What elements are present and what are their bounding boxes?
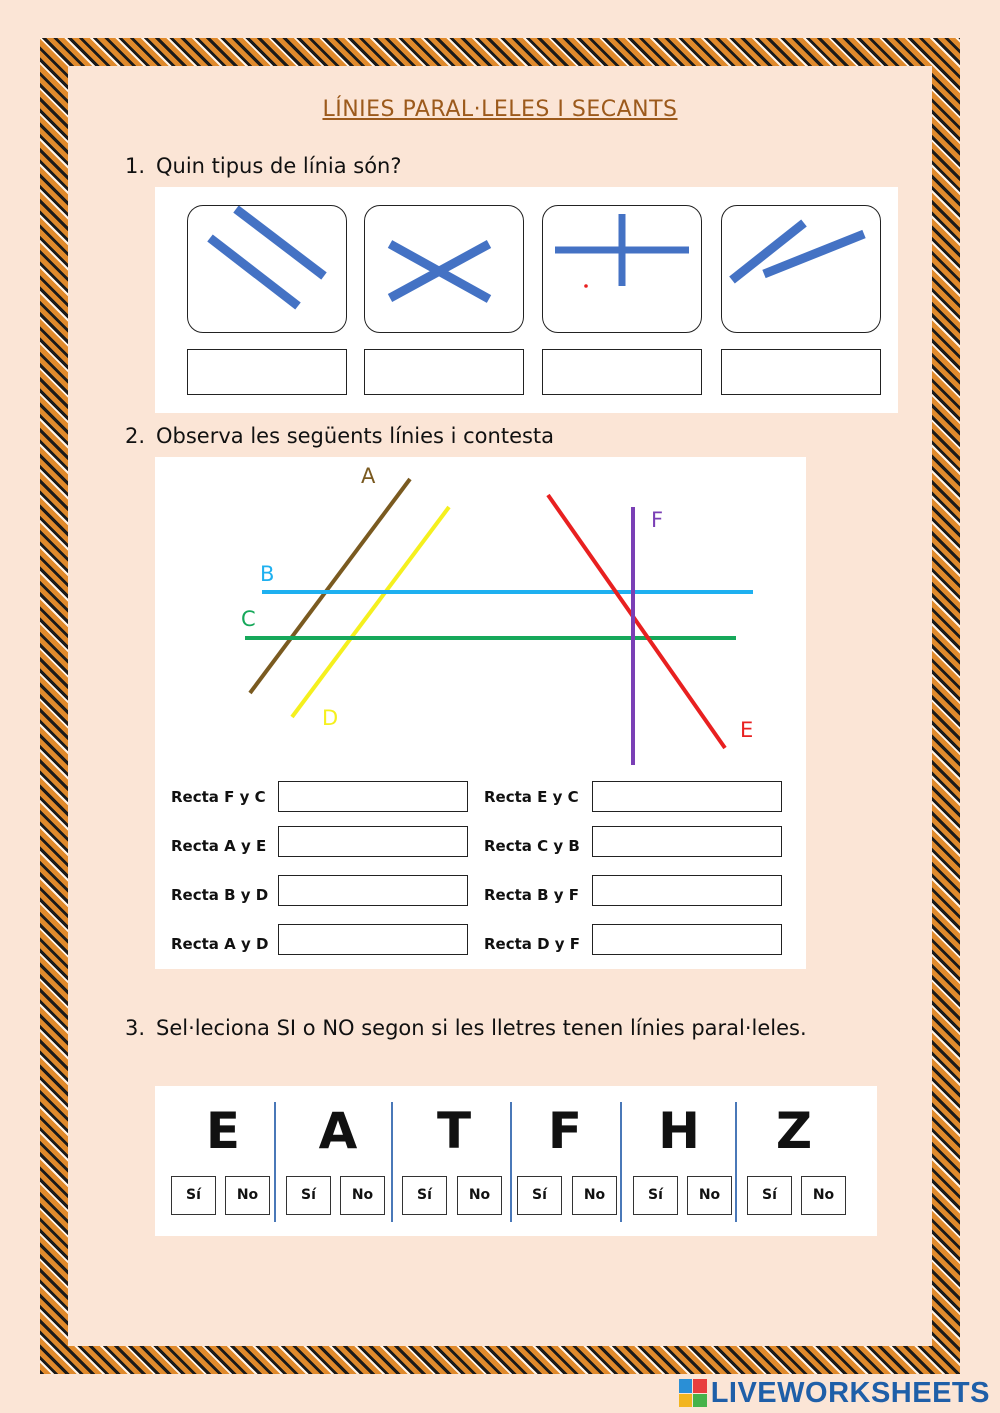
q3-panel [155,1086,877,1236]
recta-answer-box[interactable] [278,924,468,955]
figure-parallel [187,205,347,333]
letter-e: E [205,1102,241,1160]
liveworksheets-logo[interactable] [679,1375,990,1411]
recta-label: Recta C y B [484,837,580,855]
no-button[interactable]: No [801,1176,846,1215]
letter-f: F [547,1102,583,1160]
recta-answer-box[interactable] [278,781,468,812]
label-b: B [260,562,275,586]
recta-label: Recta A y D [171,935,269,953]
question-number: 3. [125,1016,146,1040]
label-d: D [322,706,339,730]
question-text: Observa les següents línies i contesta [156,424,555,448]
recta-answer-box[interactable] [592,781,782,812]
no-button[interactable]: No [457,1176,502,1215]
label-a: A [361,464,376,488]
letter-h: H [658,1102,700,1160]
question-text: Sel·leciona SI o NO segon si les lletres tenen línies paral·leles. [156,1016,807,1040]
lines-figure [155,457,806,777]
divider [735,1102,737,1222]
recta-answer-box[interactable] [592,826,782,857]
recta-label: Recta B y D [171,886,269,904]
question-text: Quin tipus de línia són? [156,154,402,178]
figure-secant-close [721,205,881,333]
answer-box-4[interactable] [721,349,881,395]
yes-button[interactable]: Sí [402,1176,447,1215]
figure-secant [364,205,524,333]
recta-answer-box[interactable] [592,924,782,955]
yes-button[interactable]: Sí [171,1176,216,1215]
recta-label: Recta E y C [484,788,579,806]
label-e: E [740,718,754,742]
recta-label: Recta B y F [484,886,580,904]
page-title: LÍNIES PARAL·LELES I SECANTS [322,97,678,122]
no-button[interactable]: No [572,1176,617,1215]
recta-answer-box[interactable] [278,826,468,857]
recta-answer-box[interactable] [278,875,468,906]
figure-perpendicular [542,205,702,333]
yes-button[interactable]: Sí [517,1176,562,1215]
letter-a: A [318,1102,358,1160]
q1-panel [155,187,898,413]
line-d [292,507,449,717]
recta-label: Recta D y F [484,935,581,953]
question-2 [125,424,554,448]
recta-label: Recta F y C [171,788,266,806]
line-e [548,495,725,748]
answer-box-3[interactable] [542,349,702,395]
letter-z: Z [775,1102,813,1160]
logo-text: LIVEWORKSHEETS [710,1376,990,1409]
yes-button[interactable]: Sí [286,1176,331,1215]
logo-icon [679,1379,707,1407]
label-c: C [241,607,256,631]
label-f: F [651,508,664,532]
divider [391,1102,393,1222]
question-number: 2. [125,424,146,448]
yes-button[interactable]: Sí [747,1176,792,1215]
q2-panel [155,457,806,969]
question-3 [125,1016,807,1040]
recta-label: Recta A y E [171,837,267,855]
letter-t: T [436,1102,472,1160]
no-button[interactable]: No [687,1176,732,1215]
question-1 [125,154,402,178]
line-a [250,479,410,693]
no-button[interactable]: No [225,1176,270,1215]
recta-answer-box[interactable] [592,875,782,906]
no-button[interactable]: No [340,1176,385,1215]
yes-button[interactable]: Sí [633,1176,678,1215]
divider [510,1102,512,1222]
answer-box-1[interactable] [187,349,347,395]
question-number: 1. [125,154,146,178]
answer-box-2[interactable] [364,349,524,395]
divider [274,1102,276,1222]
divider [620,1102,622,1222]
